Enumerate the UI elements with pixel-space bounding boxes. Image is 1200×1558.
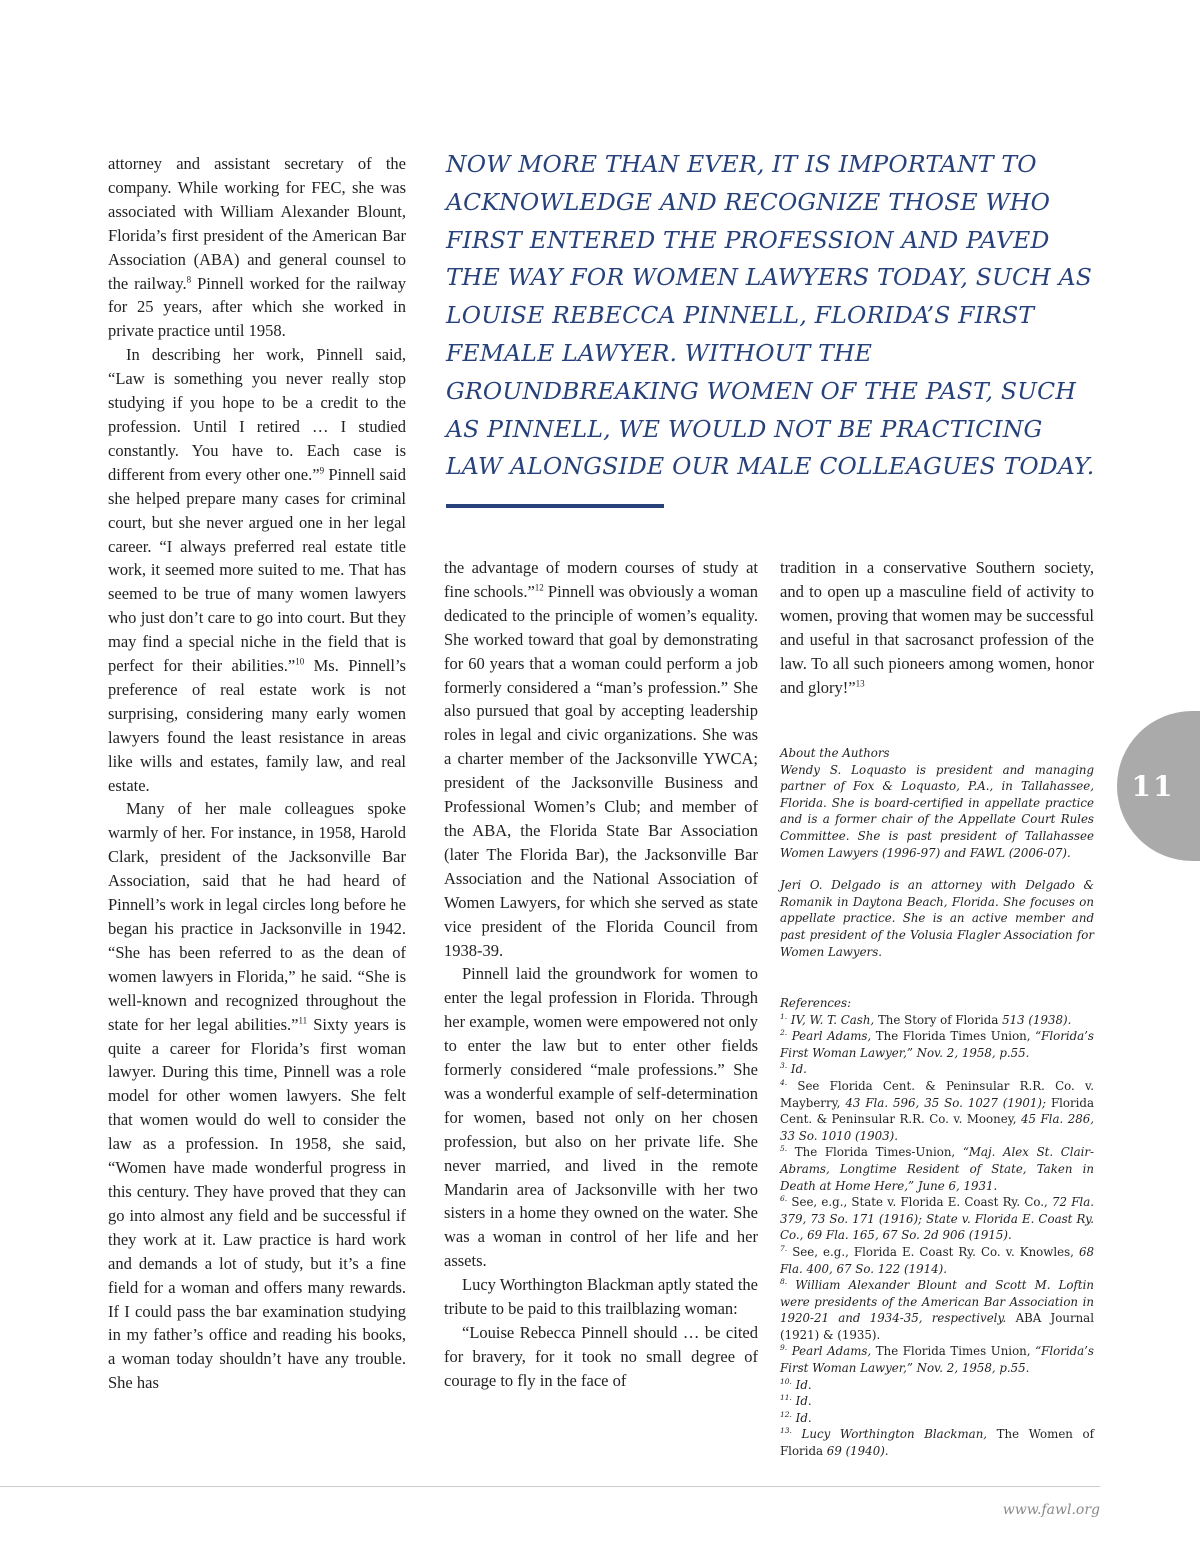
reference-text: “Maj. Alex St. Clair-Abrams, Longtime Resident of State, Taken in Death at Home Here,” June 6, 1931. bbox=[780, 1145, 1095, 1193]
footer-rule bbox=[0, 1486, 1100, 1487]
reference-text: William Alexander Blount and Scott M. Loftin were presidents of the American Bar Association in 1920-21 and 1934-35, respectively. bbox=[780, 1278, 1094, 1326]
page-number-tab bbox=[1117, 711, 1200, 861]
reference-number: 3. bbox=[780, 1061, 788, 1071]
about-the-authors bbox=[780, 745, 1094, 976]
reference-number: 12. bbox=[780, 1409, 792, 1419]
reference-title: ABA Journal (1921) & (1935). bbox=[780, 1311, 1094, 1342]
middle-paragraph-4: “Louise Rebecca Pinnell should … be cited for bravery, for it took no small degree of courage to fly in the face of bbox=[444, 1323, 758, 1390]
reference-number: 7. bbox=[780, 1243, 788, 1253]
references-heading: References: bbox=[780, 996, 852, 1010]
reference-number: 10. bbox=[780, 1376, 792, 1386]
reference-number: 4. bbox=[780, 1078, 788, 1088]
right-column bbox=[780, 556, 1094, 699]
reference-number: 5. bbox=[780, 1144, 788, 1154]
authors-heading: About the Authors bbox=[780, 746, 890, 760]
reference-title: The Story of Florida bbox=[877, 1012, 999, 1027]
reference-title: The Women of Florida bbox=[780, 1427, 1094, 1459]
reference-text: Lucy Worthington Blackman, bbox=[791, 1427, 997, 1442]
pull-quote: NOW MORE THAN EVER, IT IS IMPORTANT TO ACKNOWLEDGE AND RECOGNIZE THOSE WHO FIRST ENTERED THE PROFESSION AND PAVED THE WAY FOR WOMEN LAWYERS TODAY, SUCH AS LOUISE REBECCA PINNELL, FLORIDA’S FIRST FEMALE LAWYER. WITHOUT THE GROUNDBREAKING WOMEN OF THE PAST, SUCH AS PINNELL, WE WOULD NOT BE PRACTICING LAW ALONGSIDE OUR MALE COLLEAGUES TODAY. bbox=[446, 150, 1095, 481]
reference-title: The Florida Times Union, bbox=[875, 1029, 1031, 1044]
reference-text: 43 Fla. 596, 35 So. 1027 (1901); bbox=[840, 1095, 1051, 1110]
references bbox=[780, 995, 1094, 1460]
reference-text: “Florida’s First Woman Lawyer,” Nov. 2, 1958, p.55. bbox=[780, 1029, 1094, 1060]
website-url: www.fawl.org bbox=[1002, 1502, 1100, 1518]
reference-title: Florida Cent. & Peninsular R.R. Co. v. Mooney, bbox=[780, 1095, 1094, 1127]
reference-item bbox=[780, 1244, 1094, 1277]
footnote-mark: 13 bbox=[855, 678, 865, 689]
reference-title: See, e.g., State v. Florida E. Coast Ry. Co., bbox=[787, 1195, 1048, 1210]
left-paragraph-2: In describing her work, Pinnell said, “Law is something you never really stop studying if you hope to be a credit to the profession. Until I retired … I studied constantly. You have to. Each case is different from every other one.”$^9$ Pinnell said she helped prepare many cases for criminal court, but she never argued one in her legal career. “I always preferred real estate title work, it seemed more suited to me. That has seemed to be true of many women lawyers who just don’t care to go into court. But they may find a special niche in the field that is perfect for their abilities.”$^{10}$ Ms. Pinnell’s preference of real estate work is not surprising, considering many early women lawyers found the least resistance in areas like wills and estates, family law, and real estate. bbox=[108, 345, 406, 795]
reference-text: IV, W. T. Cash, bbox=[787, 1012, 878, 1027]
reference-item bbox=[780, 1377, 1094, 1394]
reference-text: Id. bbox=[791, 1394, 812, 1409]
reference-text: 69 (1940). bbox=[823, 1444, 889, 1459]
author-bio-loquasto: Wendy S. Loquasto is president and managing partner of Fox & Loquasto, P.A., in Tallahassee, Florida. She is board-certified in appellate practice and is a former chair of the Appellate Court Rules Committee. She is past president of Tallahassee Women Lawyers (1996-97) and FAWL (2006-07). bbox=[780, 762, 1094, 860]
reference-number: 2. bbox=[780, 1028, 788, 1038]
reference-text: 45 Fla. 286, 33 So. 1010 (1903). bbox=[780, 1112, 1094, 1143]
page-number: 11 bbox=[1131, 769, 1175, 803]
references-list bbox=[780, 1012, 1094, 1460]
reference-number: 1. bbox=[780, 1011, 788, 1021]
reference-number: 13. bbox=[780, 1426, 792, 1436]
footnote-mark: 10 bbox=[295, 656, 305, 667]
reference-text: Id. bbox=[791, 1377, 812, 1392]
author-bio-delgado: Jeri O. Delgado is an attorney with Delgado & Romanik in Daytona Beach, Florida. She focuses on appellate practice. She is an active member and past president of the Volusia Flagler Association for Women Lawyers. bbox=[780, 878, 1094, 959]
reference-text: Pearl Adams, bbox=[787, 1029, 876, 1044]
pull-quote-rule bbox=[446, 504, 664, 508]
reference-item bbox=[780, 1343, 1094, 1376]
reference-title: See, e.g., Florida E. Coast Ry. Co. v. Knowles, bbox=[787, 1244, 1074, 1259]
middle-column bbox=[444, 556, 758, 1393]
reference-number: 9. bbox=[780, 1343, 788, 1353]
left-paragraph-1: attorney and assistant secretary of the company. While working for FEC, she was associated with William Alexander Blount, Florida’s first president of the American Bar Association (ABA) and general counsel to the railway.$^8$ Pinnell worked for the railway for 25 years, after which she worked in private practice until 1958. bbox=[108, 154, 407, 341]
reference-text: Id. bbox=[791, 1410, 812, 1425]
reference-title: See Florida Cent. & Peninsular R.R. Co. v. Mayberry, bbox=[780, 1078, 1094, 1110]
footnote-mark: 12 bbox=[534, 582, 544, 593]
left-column bbox=[108, 152, 406, 1395]
reference-item bbox=[780, 1410, 1094, 1427]
reference-text: 72 Fla. 379, 73 So. 171 (1916); State v. Florida E. Coast Ry. Co., 69 Fla. 165, 67 So. 2d 906 (1915). bbox=[780, 1195, 1094, 1243]
reference-item bbox=[780, 1144, 1094, 1194]
reference-item bbox=[780, 1393, 1094, 1410]
reference-text: 68 Fla. 400, 67 So. 122 (1914). bbox=[780, 1244, 1094, 1276]
footnote-mark: 9 bbox=[319, 465, 325, 476]
reference-item bbox=[780, 1277, 1094, 1343]
reference-item bbox=[780, 1194, 1094, 1244]
reference-number: 6. bbox=[780, 1194, 788, 1204]
footnote-mark: 8 bbox=[186, 274, 192, 285]
middle-paragraph-1: the advantage of modern courses of study at fine schools.”$^{12}$ Pinnell was obviously a woman dedicated to the principle of women’s equality. She worked toward that goal by demonstrating for 60 years that a woman could perform a job formerly considered a “man’s profession.” She also pursued that goal by accepting leadership roles in legal and civic organizations. She was a charter member of the Jacksonville YWCA; president of the Jacksonville Business and Professional Women’s Club; and member of the ABA, the Florida State Bar Association (later The Florida Bar), the Jacksonville Bar Association and the National Association of Women Lawyers, for which she served as state vice president of the Florida Council from 1938-39. bbox=[444, 558, 758, 960]
right-paragraph-1: tradition in a conservative Southern society, and to open up a masculine field of activity to women, proving that women may be successful and useful in that sacrosanct profession of the law. To all such pioneers among women, honor and glory!”$^{13}$ bbox=[780, 558, 1094, 697]
middle-paragraph-3: Lucy Worthington Blackman aptly stated the tribute to be paid to this trailblazing woman: bbox=[444, 1275, 758, 1319]
reference-text: “Florida’s First Woman Lawyer,” Nov. 2, 1958, p.55. bbox=[780, 1344, 1094, 1376]
reference-item bbox=[780, 1028, 1094, 1061]
reference-title: The Florida Times-Union, bbox=[787, 1145, 956, 1160]
reference-text: Pearl Adams, bbox=[787, 1344, 876, 1359]
reference-item bbox=[780, 1426, 1094, 1459]
reference-item bbox=[780, 1012, 1094, 1029]
left-paragraph-3: Many of her male colleagues spoke warmly of her. For instance, in 1958, Harold Clark, president of the Jacksonville Bar Association, said that he had heard of Pinnell’s work in legal circles long before he began his practice in Jacksonville in 1942. “She has been referred to as the dean of women lawyers in Florida,” he said. “She is well-known and recognized throughout the state for her legal abilities.”$^{11}$ Sixty years is quite a career for Florida’s first woman lawyer. During this time, Pinnell was a role model for other women lawyers. She felt that women would do well to consider the law as a profession. In 1958, she said, “Women have made wonderful progress in this century. They have proved that they can go into almost any field and be successful if they work at it. Law practice is hard work and demands a lot of study, but it’s a fine field for a woman and offers many rewards. If I could pass the bar examination studying in my father’s office and reading his books, a woman today shouldn’t have any trouble. She has bbox=[108, 799, 406, 1393]
footnote-mark: 11 bbox=[298, 1015, 308, 1026]
reference-item bbox=[780, 1078, 1094, 1144]
reference-text: Id. bbox=[787, 1062, 807, 1077]
reference-title: The Florida Times Union, bbox=[875, 1344, 1031, 1359]
reference-number: 8. bbox=[780, 1277, 788, 1287]
reference-number: 11. bbox=[780, 1393, 792, 1403]
reference-item bbox=[780, 1061, 1094, 1078]
reference-text: 513 (1938). bbox=[998, 1012, 1072, 1027]
middle-paragraph-2: Pinnell laid the groundwork for women to enter the legal profession in Florida. Through her example, women were empowered not only to enter the law but to enter other fields formerly considered “male professions.” She was a wonderful example of self-determination for women, based not only on her chosen profession, but also on her private life. She never married, and lived in the remote Mandarin area of Jacksonville with her two sisters in a home they owned on the water. She was a woman in control of her life and her assets. bbox=[444, 964, 758, 1271]
